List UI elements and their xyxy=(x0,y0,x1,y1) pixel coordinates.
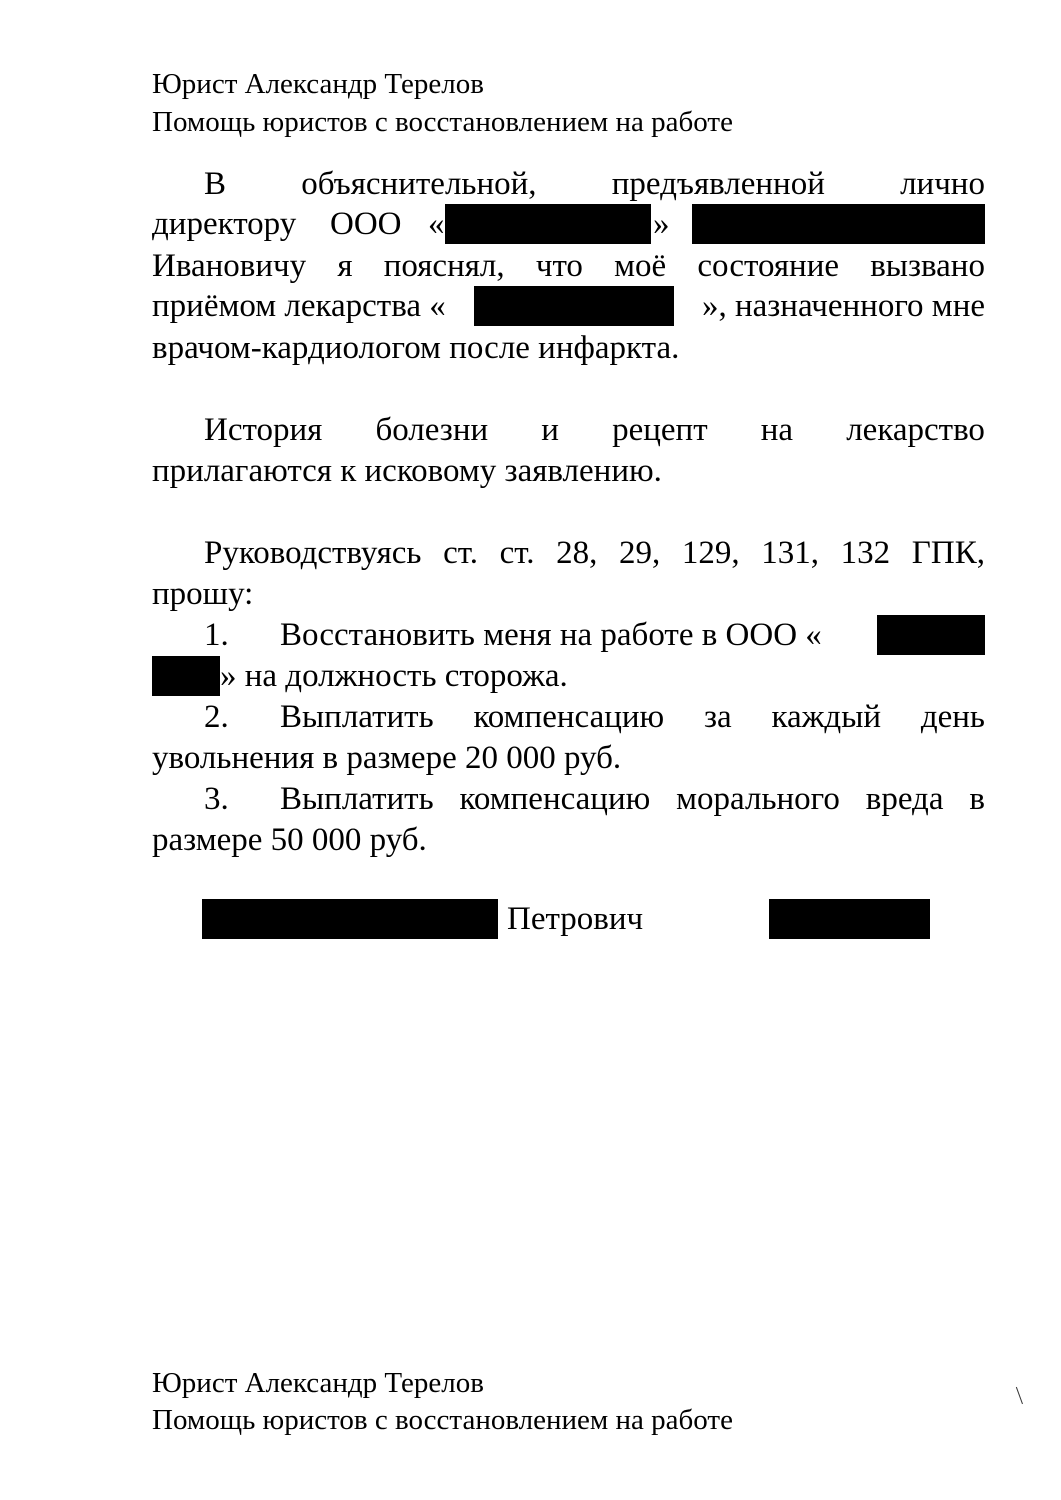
redaction-company-name-2a xyxy=(877,615,985,655)
request-1-line-1: 1. Восстановить меня на работе в ООО « xyxy=(152,615,985,655)
header-title: Юрист Александр Терелов xyxy=(152,68,484,100)
redaction-director-name xyxy=(692,204,985,244)
request-1-number: 1. xyxy=(204,617,229,653)
footer-title: Юрист Александр Терелов xyxy=(152,1367,484,1399)
request-3-line-1: 3. Выплатить компенсацию морального вреда в xyxy=(204,781,985,817)
request-3-line-2: размере 50 000 руб. xyxy=(152,822,427,858)
paragraph-1-line-1: В объяснительной, предъявленной лично xyxy=(204,166,985,202)
request-2-line-2: увольнения в размере 20 000 руб. xyxy=(152,740,622,776)
redaction-company-name xyxy=(445,204,651,244)
request-3-number: 3. xyxy=(204,781,229,817)
paragraph-1-line-4: приёмом лекарства « », назначенного мне xyxy=(152,288,985,324)
request-2-line-1: 2. Выплатить компенсацию за каждый день xyxy=(204,699,985,735)
paragraph-1-line-2: директору ООО « » xyxy=(152,204,985,244)
paragraph-2-line-2: прилагаются к исковому заявлению. xyxy=(152,453,662,489)
paragraph-1-line-3: Ивановичу я пояснял, что моё состояние вызвано xyxy=(152,248,985,284)
footer-subtitle: Помощь юристов с восстановлением на работе xyxy=(152,1404,733,1436)
redaction-company-name-2b xyxy=(152,656,220,696)
paragraph-1-line-5: врачом-кардиологом после инфаркта. xyxy=(152,330,680,366)
paragraph-3-line-1: Руководствуясь ст. ст. 28, 29, 129, 131, 132 ГПК, xyxy=(204,535,985,571)
paragraph-2-line-1: История болезни и рецепт на лекарство xyxy=(204,412,985,448)
request-1-line-2: » на должность сторожа. xyxy=(152,656,985,696)
scan-mark xyxy=(1013,1387,1023,1405)
redaction-medication-name xyxy=(474,286,674,326)
paragraph-3-line-2: прошу: xyxy=(152,576,254,612)
header-subtitle: Помощь юристов с восстановлением на работе xyxy=(152,106,733,138)
signer-patronymic: Петрович xyxy=(507,901,644,937)
request-2-number: 2. xyxy=(204,699,229,735)
redaction-signature xyxy=(769,899,930,939)
redaction-signer-name xyxy=(202,899,498,939)
